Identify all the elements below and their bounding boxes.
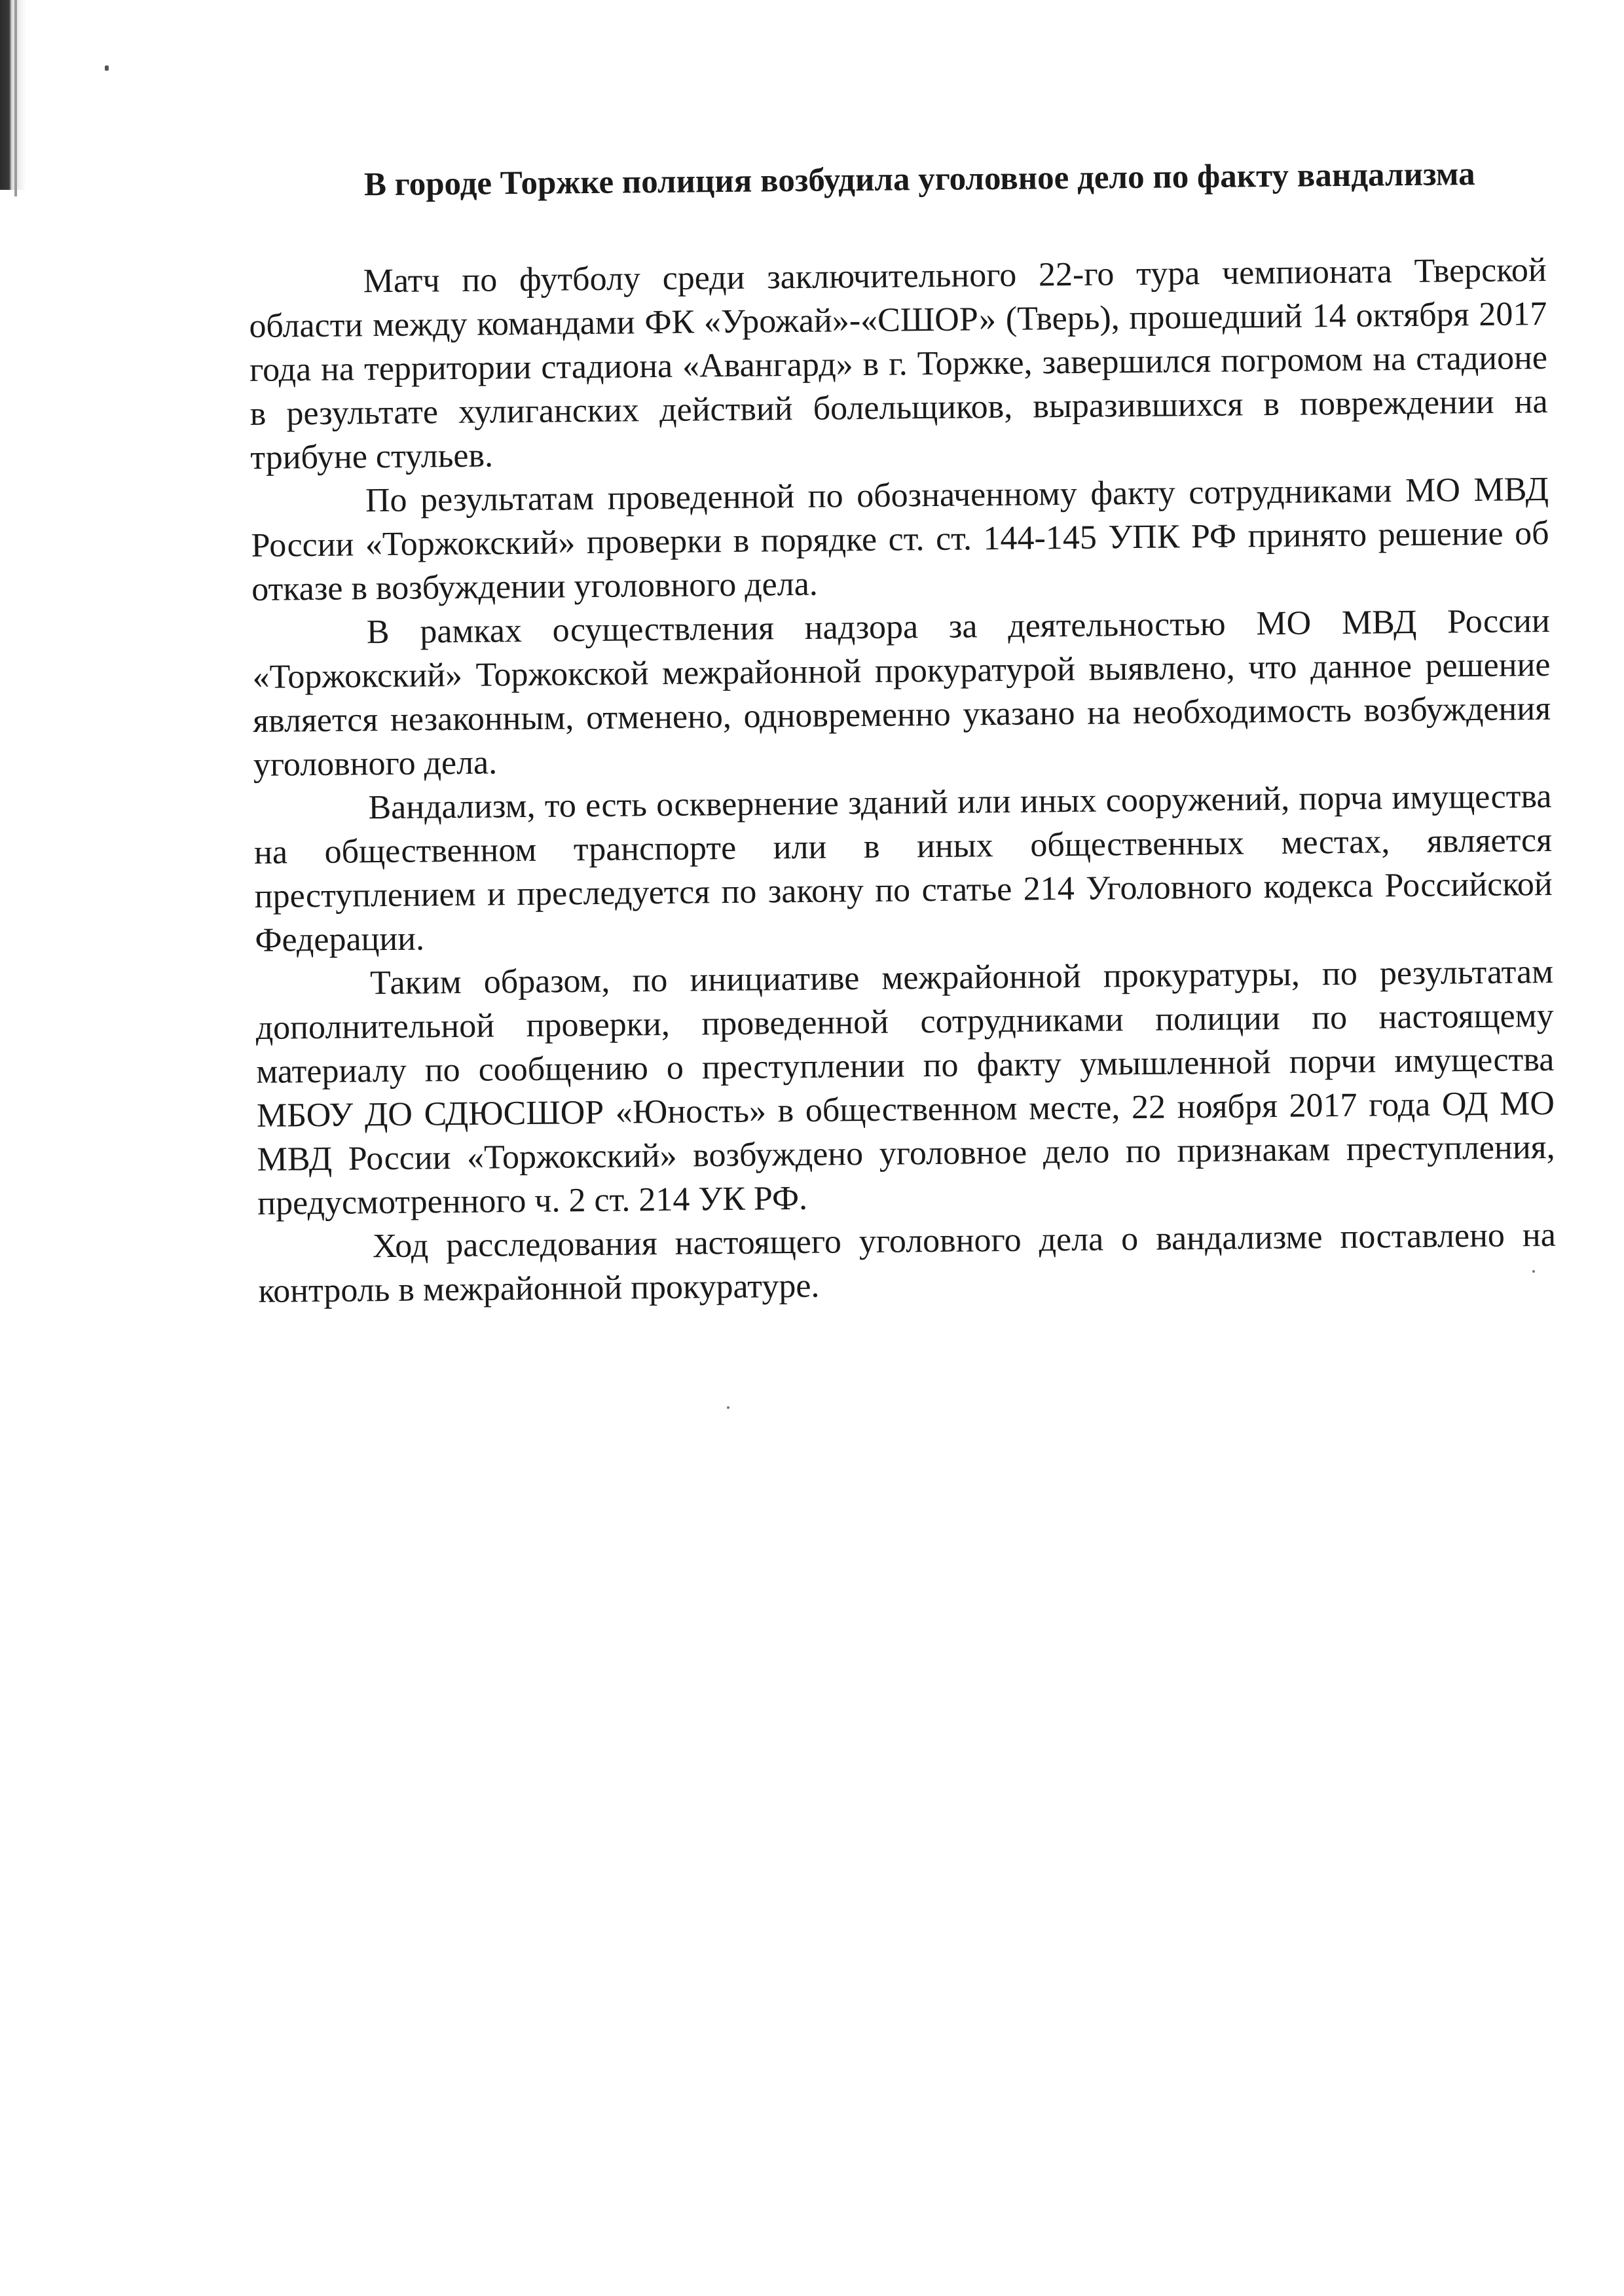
paragraph-match: Матч по футболу среди заключительного 22-го тура чемпионата Тверской области между командами ФК «Урожай»-«СШОР» (Тверь), прошедший 14 октября 2017 года на территории стадиона «Авангард» в г. Торжке, завершился погромом на стадионе в результате хулиганских действий болельщиков, выразившихся в повреждении на трибуне стульев. <box>249 251 1548 477</box>
scan-speck <box>727 1406 729 1409</box>
document-page <box>248 150 1557 1313</box>
paragraph-prosecutor-supervision: В рамках осуществления надзора за деятельностью МО МВД России «Торжокский» Торжокской межрайонной прокуратурой выявлено, что данное решение является незаконным, отменено, одновременно указано на необходимость возбуждения уголовного дела. <box>252 602 1551 784</box>
paragraph-criminal-case-opened: Таким образом, по инициативе межрайонной прокуратуры, по результатам дополнительной проверки, проведенной сотрудниками полиции по настоящему материалу по сообщению о преступлении по факту умышленной порчи имущества МБОУ ДО СДЮСШОР «Юность» в общественном месте, 22 ноября 2017 года ОД МО МВД России «Торжокский» возбуждено уголовное дело по признакам преступления, предусмотренного ч. 2 ст. 214 УК РФ. <box>255 953 1555 1222</box>
scan-speck <box>105 65 109 71</box>
document-title: В городе Торжке полиция возбудила уголовное дело по факту вандализма <box>363 156 1475 204</box>
paragraph-investigation-control: Ход расследования настоящего уголовного дела о вандализме поставлено на контроль в межрайонной прокуратуре. <box>258 1216 1557 1310</box>
scan-edge-shadow <box>0 0 41 190</box>
paragraph-vandalism-definition: Вандализм, то есть осквернение зданий или иных сооружений, порча имущества на общественном транспорте или в иных общественных местах, является преступлением и преследуется по закону по статье 214 Уголовного кодекса Российской Федерации. <box>253 777 1553 959</box>
paragraph-inspection-results: По результатам проведенной по обозначенному факту сотрудниками МО МВД России «Торжокский» проверки в порядке ст. ст. 144-145 УПК РФ принято решение об отказе в возбуждении уголовного дела. <box>251 470 1549 608</box>
scan-edge-line <box>14 0 17 196</box>
